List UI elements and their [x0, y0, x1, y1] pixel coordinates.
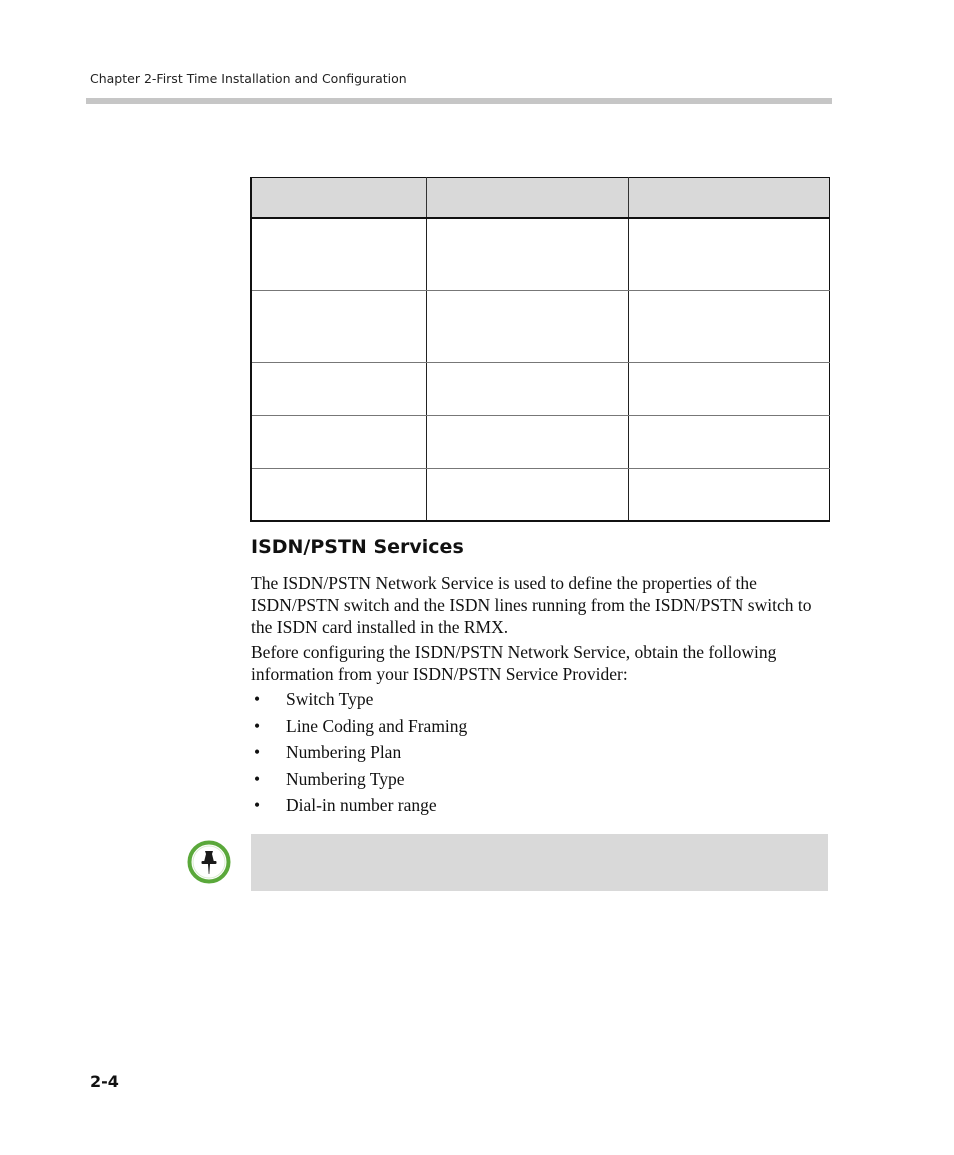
list-item-label: Line Coding and Framing: [286, 715, 468, 736]
table-cell: [426, 415, 628, 468]
table-row: [251, 218, 829, 290]
table-cell: [426, 290, 628, 362]
bullet-icon: •: [254, 742, 261, 762]
table-cell: [251, 218, 426, 290]
table-row: [251, 362, 829, 415]
table-row: [251, 468, 829, 521]
table-cell: [628, 468, 829, 521]
list-item: [251, 741, 467, 768]
table-cell: [628, 290, 829, 362]
bullet-icon: •: [254, 768, 261, 789]
table-cell: [251, 468, 426, 521]
table-cell: [426, 218, 628, 290]
prerequisite-paragraph: Before configuring the ISDN/PSTN Network Service, obtain the following information from your ISDN/PSTN Service Provider:: [251, 642, 777, 684]
list-item: [251, 688, 467, 715]
table-cell: [251, 415, 426, 468]
table-row: [251, 290, 829, 362]
header-rule: [86, 98, 832, 104]
table-cell: [251, 290, 426, 362]
list-item: [251, 715, 467, 742]
table-cell: [251, 362, 426, 415]
list-item: [251, 794, 467, 821]
list-item-label: Switch Type: [286, 689, 374, 709]
bullet-icon: •: [254, 689, 261, 709]
table-cell: [426, 362, 628, 415]
table-header-cell: [426, 178, 628, 219]
table-cell: [426, 468, 628, 521]
list-item-label: Numbering Plan: [286, 742, 402, 762]
list-item-label: Numbering Type: [286, 768, 405, 789]
page-number: 2-4: [90, 1072, 119, 1091]
bullet-icon: •: [254, 795, 261, 815]
list-item-label: Dial-in number range: [286, 795, 437, 815]
table-header-cell: [628, 178, 829, 219]
table-row: [251, 415, 829, 468]
bullet-icon: •: [254, 715, 261, 736]
intro-paragraph: The ISDN/PSTN Network Service is used to define the properties of the ISDN/PSTN switch and the ISDN lines running from the ISDN/PSTN switch to the ISDN card installed in the RMX.: [251, 573, 812, 637]
table-header-cell: [251, 178, 426, 219]
table-cell: [628, 415, 829, 468]
note-box: [251, 834, 828, 891]
pushpin-note-icon: [187, 840, 231, 884]
running-header: Chapter 2-First Time Installation and Configuration: [90, 71, 407, 86]
list-item: [251, 768, 467, 795]
info-table: [250, 177, 830, 522]
table-cell: [628, 218, 829, 290]
table-header-row: [251, 178, 829, 219]
table-cell: [628, 362, 829, 415]
required-info-list: [251, 688, 467, 821]
section-heading: ISDN/PSTN Services: [251, 536, 464, 558]
